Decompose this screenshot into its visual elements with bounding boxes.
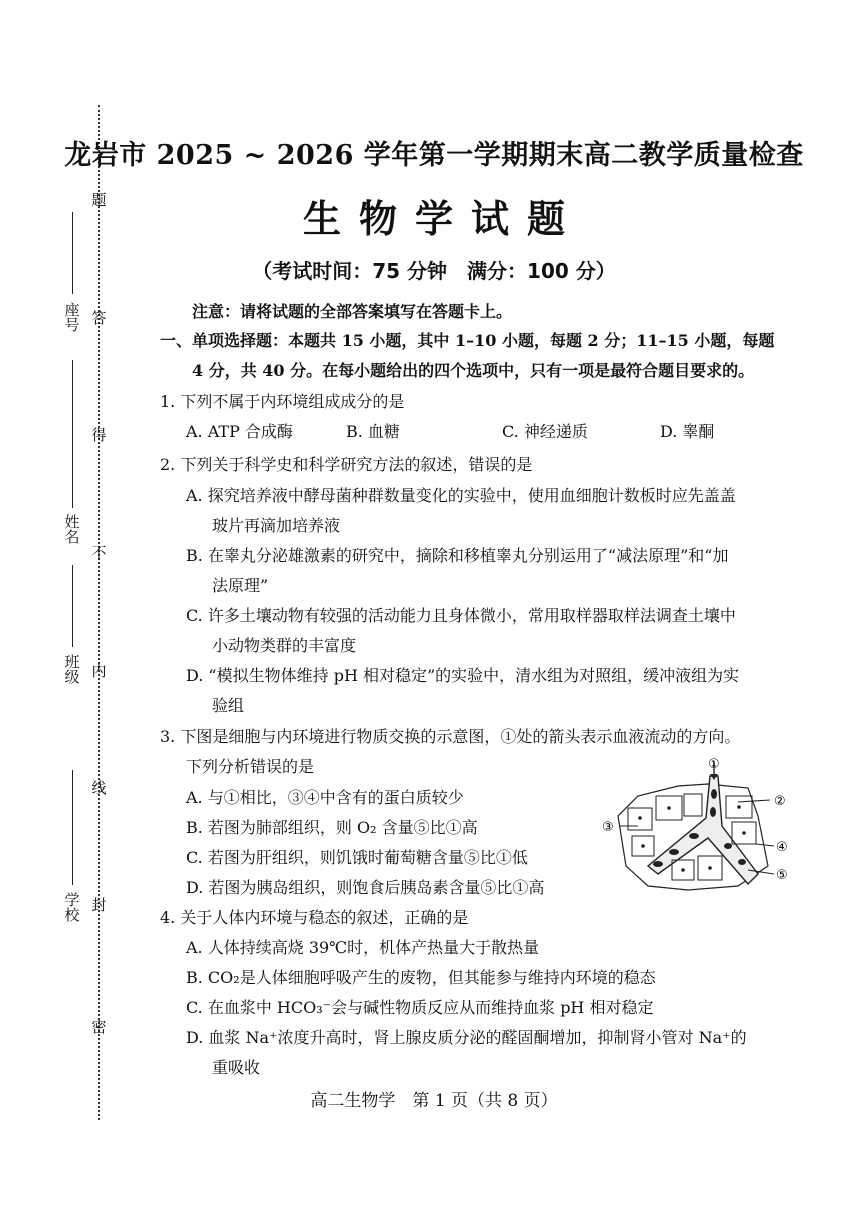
q2-option-c-line1: C. 许多土壤动物有较强的活动能力且身体微小，常用取样器取样法调查土壤中 (186, 606, 736, 625)
diagram-label-3: ③ (602, 820, 614, 835)
seal-char-mi: 密 (91, 1018, 107, 1036)
exam-meta: （考试时间：75 分钟 满分：100 分） (252, 259, 616, 283)
subject-title: 生物学试题 (302, 196, 583, 241)
q1-option-b: B. 血糖 (346, 422, 400, 441)
q2-option-b-line1: B. 在睾丸分泌雄激素的研究中，摘除和移植睾丸分别运用了“减法原理”和“加 (186, 546, 729, 565)
q1-option-c: C. 神经递质 (502, 422, 588, 441)
q3-option-d: D. 若图为胰岛组织，则饱食后胰岛素含量⑤比①高 (186, 878, 545, 897)
exam-title: 龙岩市 2025 ~ 2026 学年第一学期期末高二教学质量检查 (64, 140, 804, 171)
class-label: 班级 (64, 653, 80, 686)
section-heading-line2: 4 分，共 40 分。在每小题给出的四个选项中，只有一项是最符合题目要求的。 (192, 361, 755, 380)
q3-option-a: A. 与①相比，③④中含有的蛋白质较少 (186, 788, 464, 807)
q4-option-d-line2: 重吸收 (212, 1058, 261, 1077)
page-footer: 高二生物学 第 1 页（共 8 页） (310, 1091, 558, 1111)
q1-stem: 1. 下列不属于内环境组成成分的是 (160, 392, 405, 411)
q3-option-b: B. 若图为肺部组织，则 O₂ 含量⑤比①高 (186, 818, 478, 837)
q2-option-a-line1: A. 探究培养液中酵母菌种群数量变化的实验中，使用血细胞计数板时应先盖盖 (186, 486, 736, 505)
q4-option-a: A. 人体持续高烧 39℃时，机体产热量大于散热量 (186, 938, 540, 957)
section-heading-line1: 一、单项选择题：本题共 15 小题，其中 1–10 小题，每题 2 分；11–15 小题，每题 (160, 331, 775, 350)
diagram-label-5: ⑤ (776, 868, 788, 883)
q2-option-b-line2: 法原理” (212, 576, 269, 595)
seal-char-bu: 不 (91, 544, 107, 562)
q4-stem: 4. 关于人体内环境与稳态的叙述，正确的是 (160, 908, 469, 927)
q2-stem: 2. 下列关于科学史和科学研究方法的叙述，错误的是 (160, 455, 533, 474)
diagram-label-1: ① (708, 757, 720, 772)
q1-option-d: D. 睾酮 (660, 422, 715, 441)
cell-exchange-diagram (598, 756, 808, 906)
q3-option-c: C. 若图为肝组织，则饥饿时葡萄糖含量⑤比①低 (186, 848, 528, 867)
name-label: 姓名 (64, 513, 80, 546)
seal-char-nei: 内 (91, 662, 107, 680)
diagram-label-4: ④ (776, 840, 788, 855)
seat-label: 座号 (64, 301, 80, 334)
q2-option-d-line1: D. “模拟生物体维持 pH 相对稳定”的实验中，清水组为对照组，缓冲液组为实 (186, 666, 740, 685)
q2-option-c-line2: 小动物类群的丰富度 (212, 636, 357, 655)
q2-option-d-line2: 验组 (212, 696, 245, 715)
seal-char-xian: 线 (91, 779, 107, 797)
seal-char-feng: 封 (91, 896, 107, 914)
class-field[interactable] (72, 565, 73, 647)
q4-option-d-line1: D. 血浆 Na⁺浓度升高时，肾上腺皮质分泌的醛固酮增加，抑制肾小管对 Na⁺的 (186, 1028, 747, 1047)
school-field[interactable] (72, 770, 73, 885)
seal-char-ti: 题 (91, 191, 107, 209)
q3-stem-line1: 3. 下图是细胞与内环境进行物质交换的示意图，①处的箭头表示血液流动的方向。 (160, 727, 741, 746)
q2-option-a-line2: 玻片再滴加培养液 (212, 516, 341, 535)
notice: 注意：请将试题的全部答案填写在答题卡上。 (192, 302, 513, 321)
seal-char-da: 答 (91, 309, 107, 327)
name-field[interactable] (72, 360, 73, 508)
diagram-label-2: ② (774, 794, 786, 809)
q4-option-c: C. 在血浆中 HCO₃⁻会与碱性物质反应从而维持血浆 pH 相对稳定 (186, 998, 654, 1017)
q3-stem-line2: 下列分析错误的是 (186, 757, 315, 776)
school-label: 学校 (64, 891, 80, 924)
q1-option-a: A. ATP 合成酶 (186, 422, 293, 441)
seal-char-de: 得 (91, 426, 107, 444)
q4-option-b: B. CO₂是人体细胞呼吸产生的废物，但其能参与维持内环境的稳态 (186, 968, 656, 987)
